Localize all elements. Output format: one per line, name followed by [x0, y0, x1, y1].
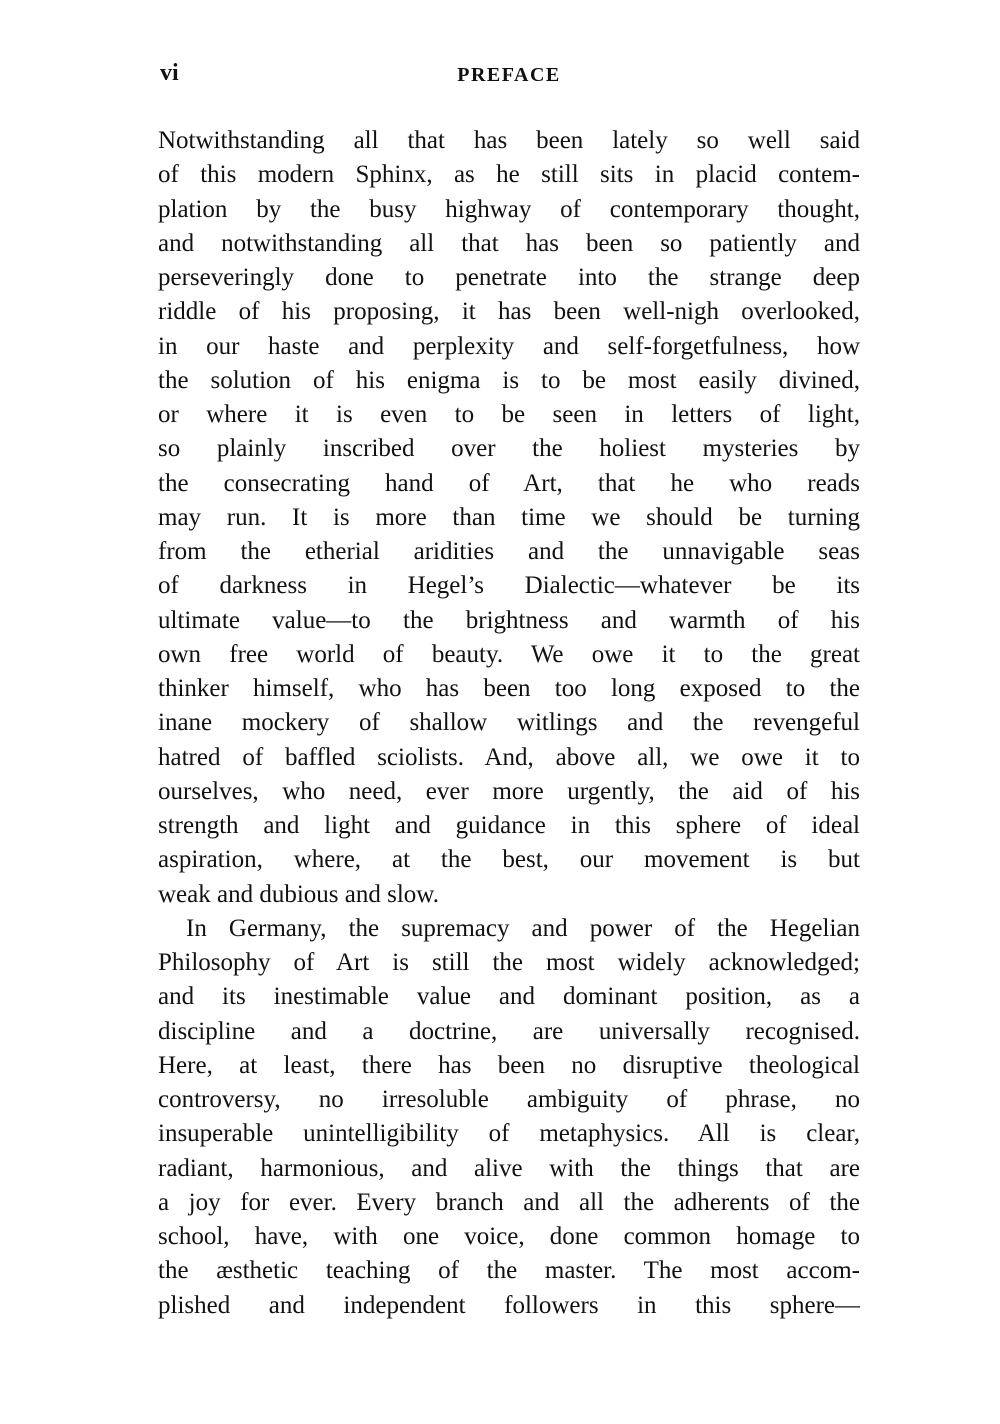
- text-line: in our haste and perplexity and self-forgetfulness, how: [158, 332, 860, 360]
- text-line: school, have, with one voice, done common homage to: [158, 1223, 860, 1250]
- text-line: own free world of beauty. We owe it to the great: [158, 640, 860, 668]
- text-line: inane mockery of shallow witlings and the revengeful: [158, 709, 860, 737]
- text-line: and notwithstanding all that has been so patiently and: [158, 229, 860, 257]
- text-line: Notwithstanding all that has been lately so well said: [158, 127, 860, 154]
- text-line: ultimate value—to the brightness and warmth of his: [158, 606, 860, 634]
- text-line: strength and light and guidance in this sphere of ideal: [158, 812, 860, 839]
- text-line: the æsthetic teaching of the master. The most accom-: [158, 1257, 860, 1285]
- text-line: weak and dubious and slow.: [158, 880, 439, 908]
- text-line: insuperable unintelligibility of metaphysics. All is clear,: [158, 1120, 860, 1148]
- text-line: thinker himself, who has been too long exposed to the: [158, 675, 860, 702]
- text-line: In Germany, the supremacy and power of the Hegelian: [186, 914, 860, 942]
- text-line: discipline and a doctrine, are universally recognised.: [158, 1017, 860, 1045]
- text-line: may run. It is more than time we should be turning: [158, 503, 860, 531]
- text-line: controversy, no irresoluble ambiguity of phrase, no: [158, 1086, 860, 1113]
- text-line: Here, at least, there has been no disruptive theological: [158, 1051, 860, 1079]
- text-line: aspiration, where, at the best, our movement is but: [158, 846, 860, 874]
- text-line: plation by the busy highway of contemporary thought,: [158, 195, 860, 223]
- text-line: hatred of baffled sciolists. And, above all, we owe it to: [158, 743, 860, 771]
- text-line: or where it is even to be seen in letters of light,: [158, 401, 860, 428]
- paragraph-1: [158, 124, 860, 912]
- text-line: plished and independent followers in this sphere—: [158, 1291, 860, 1319]
- text-line: of darkness in Hegel’s Dialectic—whatever be its: [158, 572, 860, 600]
- text-line: the consecrating hand of Art, that he who reads: [158, 469, 860, 497]
- paragraph-2: [158, 912, 860, 1323]
- text-line: a joy for ever. Every branch and all the adherents of the: [158, 1188, 860, 1216]
- text-line: of this modern Sphinx, as he still sits in placid contem-: [158, 161, 860, 189]
- page-number: vi: [160, 60, 179, 86]
- text-line: so plainly inscribed over the holiest mysteries by: [158, 435, 860, 463]
- text-line: perseveringly done to penetrate into the strange deep: [158, 264, 860, 291]
- body-text: [158, 124, 860, 1323]
- text-line: from the etherial aridities and the unnavigable seas: [158, 538, 860, 565]
- text-line: Philosophy of Art is still the most widely acknowledged;: [158, 949, 860, 976]
- text-line: riddle of his proposing, it has been well-nigh overlooked,: [158, 298, 860, 326]
- text-line: the solution of his enigma is to be most easily divined,: [158, 366, 860, 394]
- text-line: and its inestimable value and dominant position, as a: [158, 983, 860, 1011]
- text-line: ourselves, who need, ever more urgently, the aid of his: [158, 777, 860, 805]
- running-head: PREFACE: [457, 64, 561, 86]
- text-line: radiant, harmonious, and alive with the things that are: [158, 1154, 860, 1182]
